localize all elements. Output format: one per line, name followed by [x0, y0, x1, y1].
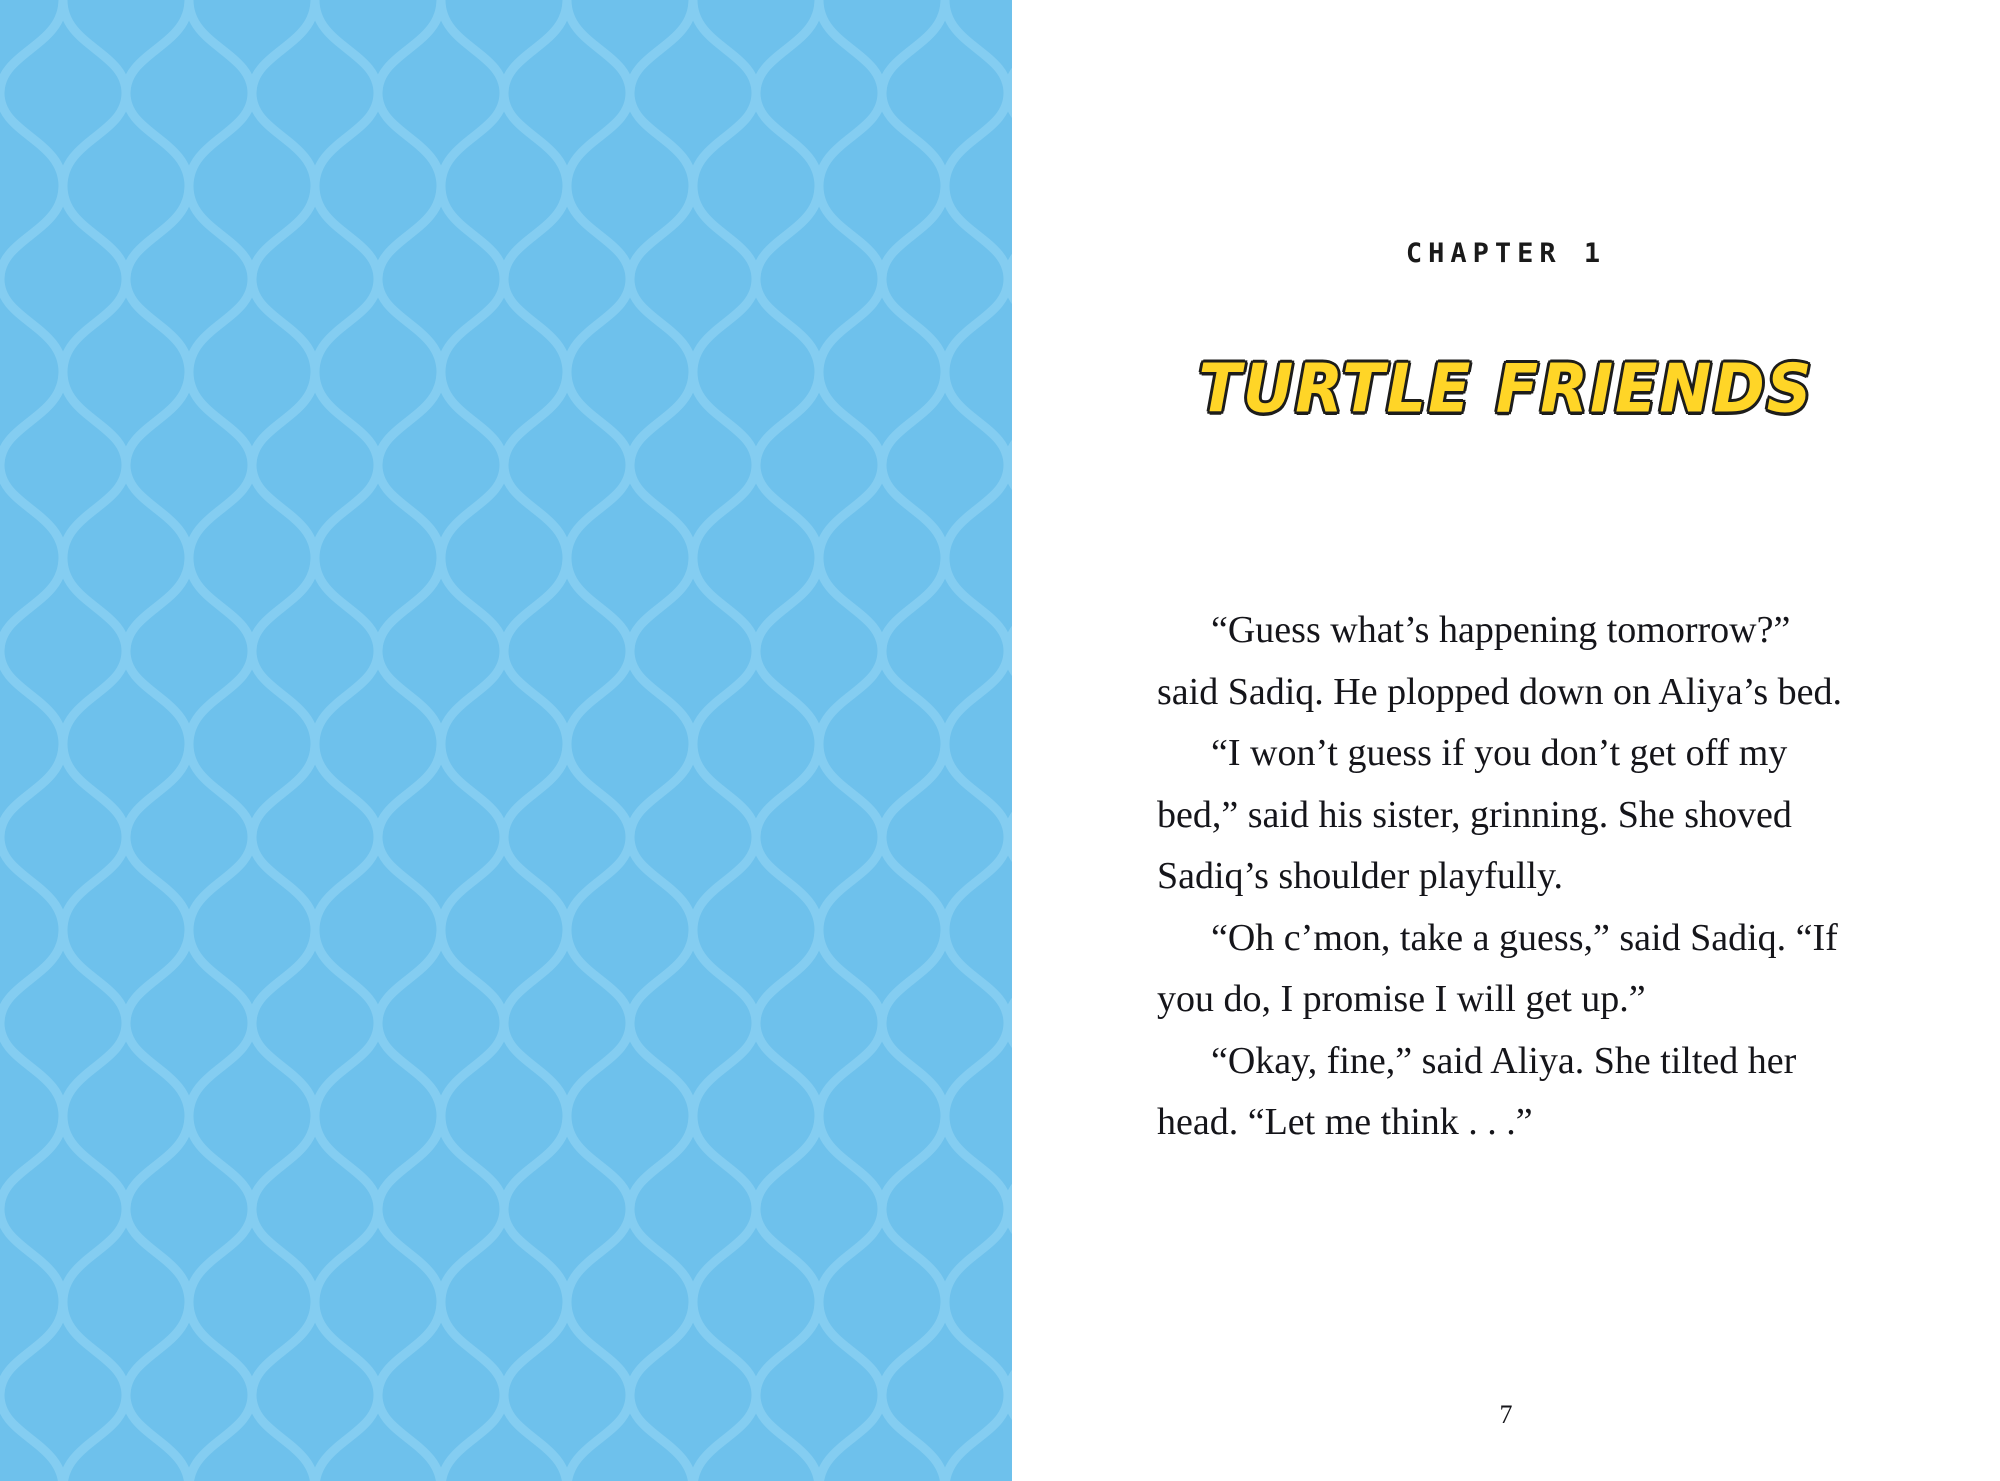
right-text-page [1012, 0, 2000, 1481]
paragraph: “I won’t guess if you don’t get off my bed,” said his sister, grinning. She shoved Sadiq’s shoulder playfully. [1157, 732, 1792, 898]
paragraph: “Oh c’mon, take a guess,” said Sadiq. “If you do, I promise I will get up.” [1157, 916, 1838, 1021]
paragraph: “Okay, fine,” said Aliya. She tilted her head. “Let me think . . .” [1157, 1039, 1797, 1144]
paragraph: “Guess what’s happening tomorrow?” said Sadiq. He plopped down on Aliya’s bed. [1157, 609, 1842, 713]
chapter-label: CHAPTER 1 [1405, 238, 1607, 269]
page-number: 7 [1499, 1400, 1513, 1429]
chapter-title: TURTLE FRIENDS [1198, 349, 1814, 428]
body-text [1157, 600, 1857, 1154]
